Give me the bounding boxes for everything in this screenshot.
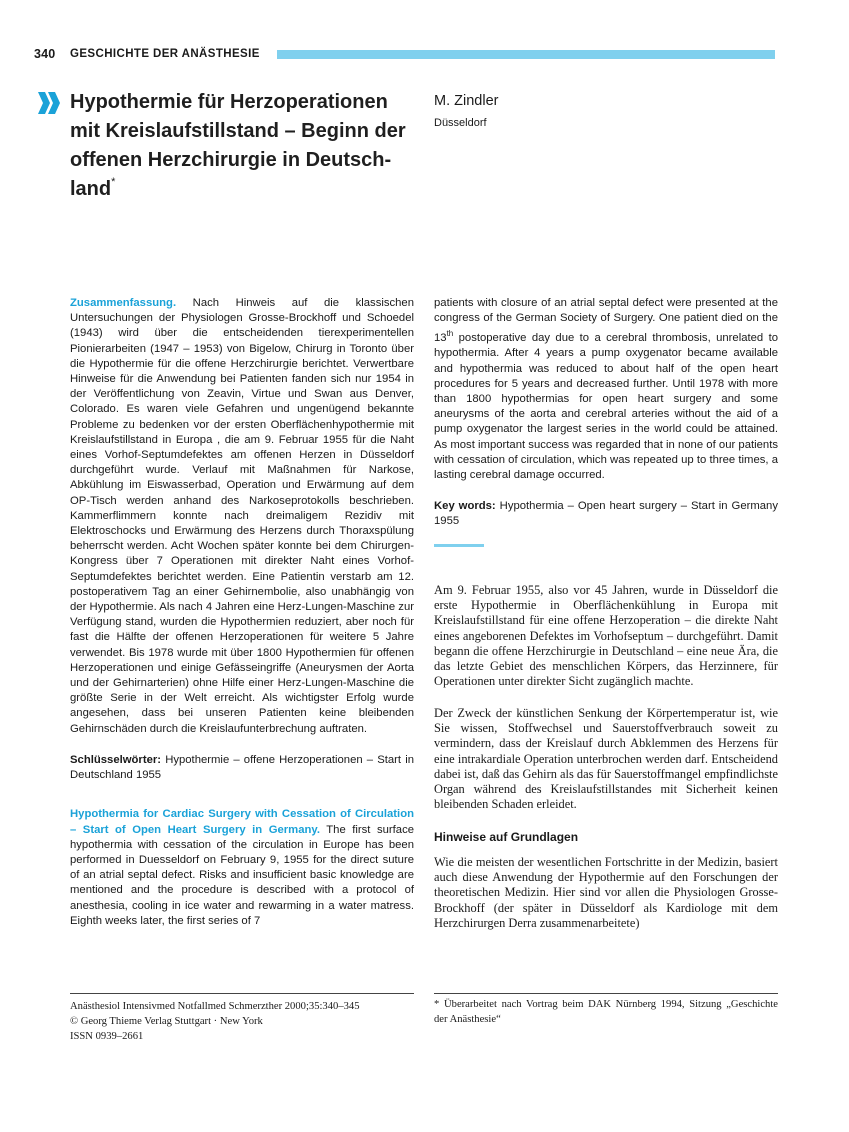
footer-rule-right: [434, 993, 778, 994]
footnote: [434, 998, 778, 1027]
article-title: [70, 88, 420, 204]
english-abstract-continued: [434, 296, 778, 483]
citation-journal: Anästhesiol Intensivmed Notfallmed Schmerzther 2000;35:340–345: [70, 1001, 360, 1012]
article-title-text: Hypothermie für Herzoperationen mit Kreislaufstillstand – Beginn der offenen Herzchirurgie in Deutsch-land: [70, 91, 406, 200]
english-keywords-text: Hypothermia – Open heart surgery – Start in Germany 1955: [434, 500, 778, 528]
author-name: M. Zindler: [434, 93, 499, 109]
english-abstract-text-part2b: postoperative day due to a cerebral thrombosis, unrelated to hypothermia. After 4 years a pump oxygenator became available and hypothermia was reduced to about half of the open heart procedures for 5 years and decreased further. Until 1978 with more than 1800 hypothermias for open heart surgery and some aneurysms of the aorta and cerebral arteries without the aid of a pump oxygenator the largest series in the world could be attained. As most important success was regarded that in none of our patients with cessation of circulation, which was repeated up to three times, a lasting cerebral damage occurred.: [434, 332, 778, 481]
footnote-text: Überarbeitet nach Vortrag beim DAK Nürnberg 1994, Sitzung „Geschichte der Anästhesie“: [434, 999, 778, 1025]
english-abstract-lead: Hypothermia for Cardiac Surgery with Cessation of Circulation – Start of Open Heart Surgery in Germany.: [70, 808, 414, 836]
page-number: 340: [34, 47, 56, 61]
citation-block: [70, 999, 414, 1044]
german-abstract-lead: Zusammenfassung.: [70, 297, 177, 309]
ordinal-suffix: th: [446, 329, 454, 339]
footnote-mark: *: [434, 999, 440, 1010]
footer-rule-left: [70, 993, 414, 994]
author-city: Düsseldorf: [434, 117, 487, 129]
double-chevron-icon: [36, 90, 62, 116]
body-paragraph-2: Der Zweck der künstlichen Senkung der Körpertemperatur ist, wie Sie wissen, Stoffwechsel und Sauerstoffverbrauch soweit zu vermindern, dass der Kreislauf durch Abklemmen des Herzens für eine intrakardiale Operation unterbrochen werden darf. Entscheidend dabei ist, daß das Gehirn als das für Sauerstoffmangel empfindlichste Organ während des Kreislaufstillstandes mit Sicherheit keinen bleibenden Schaden erleidet.: [434, 705, 778, 812]
body-paragraph-1: Am 9. Februar 1955, also vor 45 Jahren, wurde in Düsseldorf die erste Hypothermie in Oberflächenkühlung in Europa mit Kreislaufstillstand für eine offene Herzoperation – die direkte Naht eines angeborenen Defektes im Vorhofseptum – durchgeführt. Damit begann die offene Herzchirurgie in Deutschland – eine neue Ära, die das letzte Gebiet des menschlichen Körpers, das Herzinnere, für Operationen unter direkter Sicht zugänglich machte.: [434, 582, 778, 689]
title-footnote-mark: *: [111, 176, 116, 188]
english-keywords: [434, 499, 778, 529]
body-subheading: Hinweise auf Grundlagen: [434, 829, 579, 844]
german-keywords: [70, 753, 414, 783]
section-title: GESCHICHTE DER ANÄSTHESIE: [70, 48, 260, 60]
english-abstract: [70, 807, 414, 929]
body-paragraph-3: Wie die meisten der wesentlichen Fortschritte in der Medizin, basiert auch diese Anwendung der Hypothermie auf den Forschungen der theoretischen Medizin. Hier sind vor allen die Physiologen Grosse-Brockhoff (der später in Düsseldorf als Kardiologe mit dem Herzchirurgen Derra zusammenarbeitete): [434, 854, 778, 930]
german-keywords-label: Schlüsselwörter:: [70, 753, 162, 766]
german-abstract: [70, 296, 414, 737]
german-abstract-text: Nach Hinweis auf die klassischen Untersuchungen der Physiologen Grosse-Brockhoff und Schoedel (1943) wird über die entscheidenden tierexperimentellen Pionierarbeiten (1947 – 1953) von Bigelow, Chirurg in Toronto über die Hypothermie für die offene Herzchirurgie berichtet. Verwertbare Hinweise für die Anwendung bei Patienten fanden sich nur 1954 in der Veröffentlichung von Zeavin, Virtue und Swan aus Denver, Colorado. Es waren viele Gefahren und ungenügend bekannte Probleme zu bedenken vor der ersten Oberflächenhypothermie mit Kreislaufstillstand in Europa , die am 9. Februar 1955 für die Naht eines Vorhof-Septumdefektes am offenen Herzen in Düsseldorf durchgeführt wurde. Verlauf mit Maßnahmen für Narkose, Abkühlung im Eiswasserbad, Operation und Erwärmung auf dem OP-Tisch werden anhand des Narkoseprotokolls beschrieben. Kammerflimmern konnte nach dreimaligem Rezidiv mit Elektroschocks und Erwärmung des Herzens durch Thoraxspülung beherrscht werden. Acht Wochen später konnte bei dem Chirurgen-Kongress über 7 Operationen mit direkter Naht eines Vorhof-Septumdefektes berichtet werden. Eine Patientin verstarb am 12. postoperativem Tag an einer Gehirnembolie, also unabhängig von der Hypothermie. Als nach 4 Jahren eine Herz-Lungen-Maschine zur Verfügung stand, wurden die Hypothermien reduziert, aber noch für fast die Hälfte der offenen Herzoperationen für weitere 5 Jahre verwendet. Bis 1978 wurde mit über 1800 Hypothermien für offenen Herzoperationen und einige Gefässeingriffe (Aneurysmen der Aorta und der Gehirnarterien) ohne Hilfe einer Herz-Lungen-Maschine die größte Serie in der Welt erreicht. Als wichtigster Erfolg wurde angesehen, dass bei unseren Patienten keine bleibenden Gehirnschäden durch die Kreislaufunterbrechung auftraten.: [70, 297, 414, 735]
citation-publisher: © Georg Thieme Verlag Stuttgart · New York: [70, 1016, 263, 1027]
citation-issn: ISSN 0939–2661: [70, 1031, 144, 1042]
english-abstract-text-part1: The first surface hypothermia with cessation of the circulation in Europe has been performed in Duesseldorf on February 9, 1955 for the direct suture of an atrial septal defect. Risks and insufficient basic knowledge are mentioned and the procedure is described with a protocol of anesthesia, cooling in ice water and rewarming in a water matress. Eighth weeks later, the first series of 7: [70, 823, 414, 927]
header-accent-band: [277, 50, 775, 59]
english-keywords-label: Key words:: [434, 500, 496, 513]
english-abstract-text-part2a: patients with closure of an atrial septal defect were presented at the congress of the German Society of Surgery. One patient died on the 13: [434, 297, 778, 345]
left-column: [70, 296, 414, 929]
german-keywords-text: Hypothermie – offene Herzoperationen – Start in Deutschland 1955: [70, 753, 414, 782]
right-column: [434, 296, 778, 931]
